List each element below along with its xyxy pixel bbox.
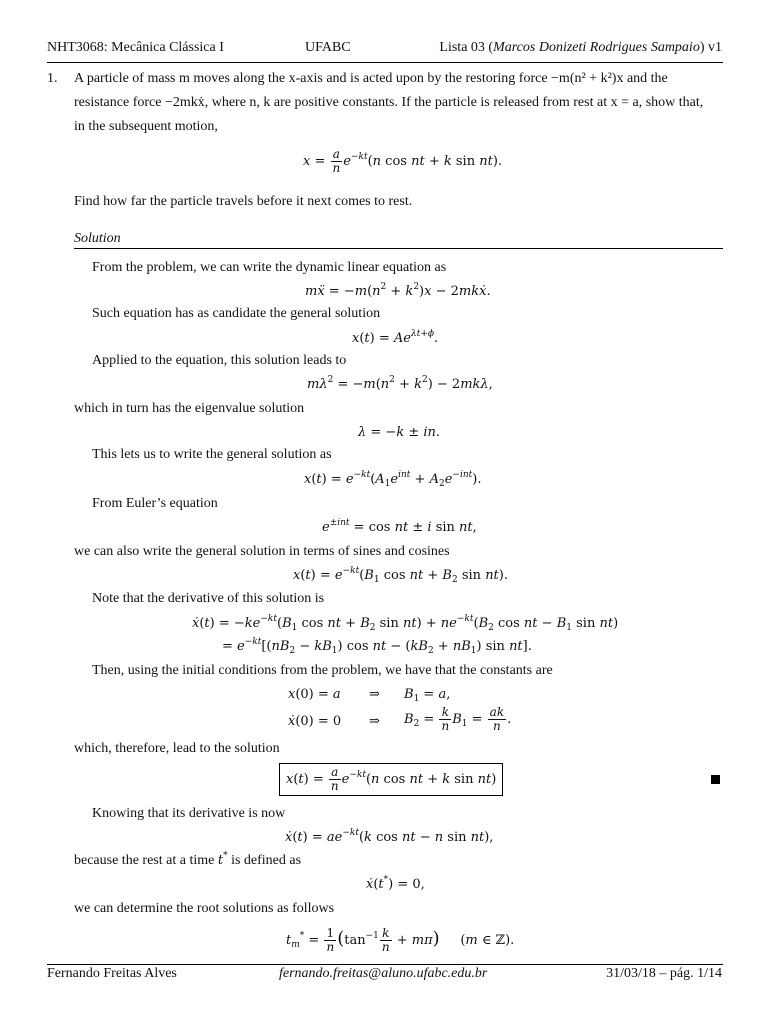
implies-2: ⇒ <box>369 714 380 729</box>
page-footer <box>47 966 722 986</box>
equation-characteristic: $m\lambda^2 = -m(n^2 + k^2) - 2mk\lambda$, <box>307 375 493 392</box>
institution: UFABC <box>305 40 351 55</box>
problem-line-3: in the subsequent motion, <box>74 119 218 134</box>
equation-b1: $B_1 = a$, <box>404 687 451 704</box>
solution-p6: From Euler’s equation <box>92 496 218 511</box>
solution-rule <box>74 248 723 249</box>
solution-p8: Note that the derivative of this solution is <box>92 591 325 606</box>
solution-p12-a: because the rest at a time <box>74 853 215 868</box>
solution-p13: we can determine the root solutions as follows <box>74 901 335 916</box>
equation-derivative-2: = $e^{-kt}[(nB_2 - kB_1)$ cos nt − $(kB_2 + nB_1)$ sin nt]. <box>222 637 532 656</box>
solution-p4: which in turn has the eigenvalue solution <box>74 401 305 416</box>
solution-p3: Applied to the equation, this solution leads to <box>92 353 347 368</box>
equation-euler: $e^{\pm int} = \cos$ nt ± i sin nt, <box>322 518 477 535</box>
solution-p2: Such equation has as candidate the general solution <box>92 306 381 321</box>
equation-derivative-1: ẋ(t) = $-ke^{-kt}(B_1$ cos nt + $B_2$ $\sin nt) + ne^{-kt}(B_2$ cos nt − $B_1$ sin nt) <box>192 614 619 633</box>
course-title: NHT3068: Mecânica Clássica I <box>47 40 224 55</box>
equation-general-exp: $x(t) = e^{-kt}(A_1e^{int} + A_2e^{-int})$. <box>304 470 482 489</box>
header-rule <box>47 62 723 63</box>
solution-p1: From the problem, we can write the dynamic linear equation as <box>92 260 447 275</box>
equation-b2: $B_2$ = $\frac{k}{n}$ $B_1$ = $\frac{ak}{n}$ . <box>404 705 512 733</box>
equation-rest: ẋ(t*) = 0, <box>366 875 425 892</box>
solution-p5: This lets us to write the general solution as <box>92 447 332 462</box>
list-suffix: ) v1 <box>699 40 722 55</box>
footer-email: fernando.freitas@aluno.ufabc.edu.br <box>279 966 488 981</box>
problem-number: 1. <box>47 71 58 86</box>
equation-eigenvalue: λ = −k ± in. <box>358 425 441 440</box>
solution-p12: because the rest at a time t* is defined as <box>74 851 302 868</box>
boxed-solution: x(t) = $\frac{a}{n}$ $e^{-kt}(n$ cos nt + k sin nt) <box>279 763 503 796</box>
footer-rule <box>47 964 723 965</box>
solution-p7: we can also write the general solution in terms of sines and cosines <box>74 544 450 559</box>
solution-p12-b: is defined as <box>231 853 302 868</box>
equation-target: x = $\frac{a}{n}$ $e^{-kt}(n$ cos nt + k sin nt). <box>303 147 503 175</box>
equation-roots: $t_m^*$ = $\frac{1}{n}$ ($\tan^{-1}$ $\frac{k}{n}$ + mπ) (m ∈ ℤ). <box>286 926 515 954</box>
equation-candidate: $x(t) = Ae^{\lambda t+\phi}$. <box>352 329 439 346</box>
list-prefix: Lista 03 ( <box>439 40 494 55</box>
list-author: Marcos Donizeti Rodrigues Sampaio <box>493 40 700 55</box>
qed-square-icon <box>711 775 720 784</box>
equation-new-derivative: ẋ(t) = $ae^{-kt}(k$ cos nt − n sin nt), <box>285 828 494 845</box>
solution-heading: Solution <box>74 231 121 246</box>
problem-line-1: A particle of mass m moves along the x-axis and is acted upon by the restoring force −m(n² + k²)x and the <box>74 71 668 86</box>
equation-dynamic: mẍ = $-m(n^2 + k^2)x$ − 2mkẋ. <box>305 282 491 299</box>
list-info <box>439 40 722 56</box>
problem-question: Find how far the particle travels before it next comes to rest. <box>74 194 413 209</box>
equation-ic-1: x(0) = a <box>288 687 341 702</box>
equation-general-trig: $x(t) = e^{-kt}(B_1$ cos nt + $B_2$ sin nt). <box>293 566 509 585</box>
footer-page: 31/03/18 – pág. 1/14 <box>606 966 722 981</box>
problem-line-2: resistance force −2mkẋ, where n, k are positive constants. If the particle is released from rest at x = a, show that, <box>74 95 704 110</box>
equation-ic-2: ẋ(0) = 0 <box>288 714 342 729</box>
solution-p10: which, therefore, lead to the solution <box>74 741 280 756</box>
footer-name: Fernando Freitas Alves <box>47 966 177 981</box>
solution-p9: Then, using the initial conditions from the problem, we have that the constants are <box>92 663 553 678</box>
solution-p11: Knowing that its derivative is now <box>92 806 286 821</box>
page-header <box>47 40 722 60</box>
implies-1: ⇒ <box>369 687 380 702</box>
